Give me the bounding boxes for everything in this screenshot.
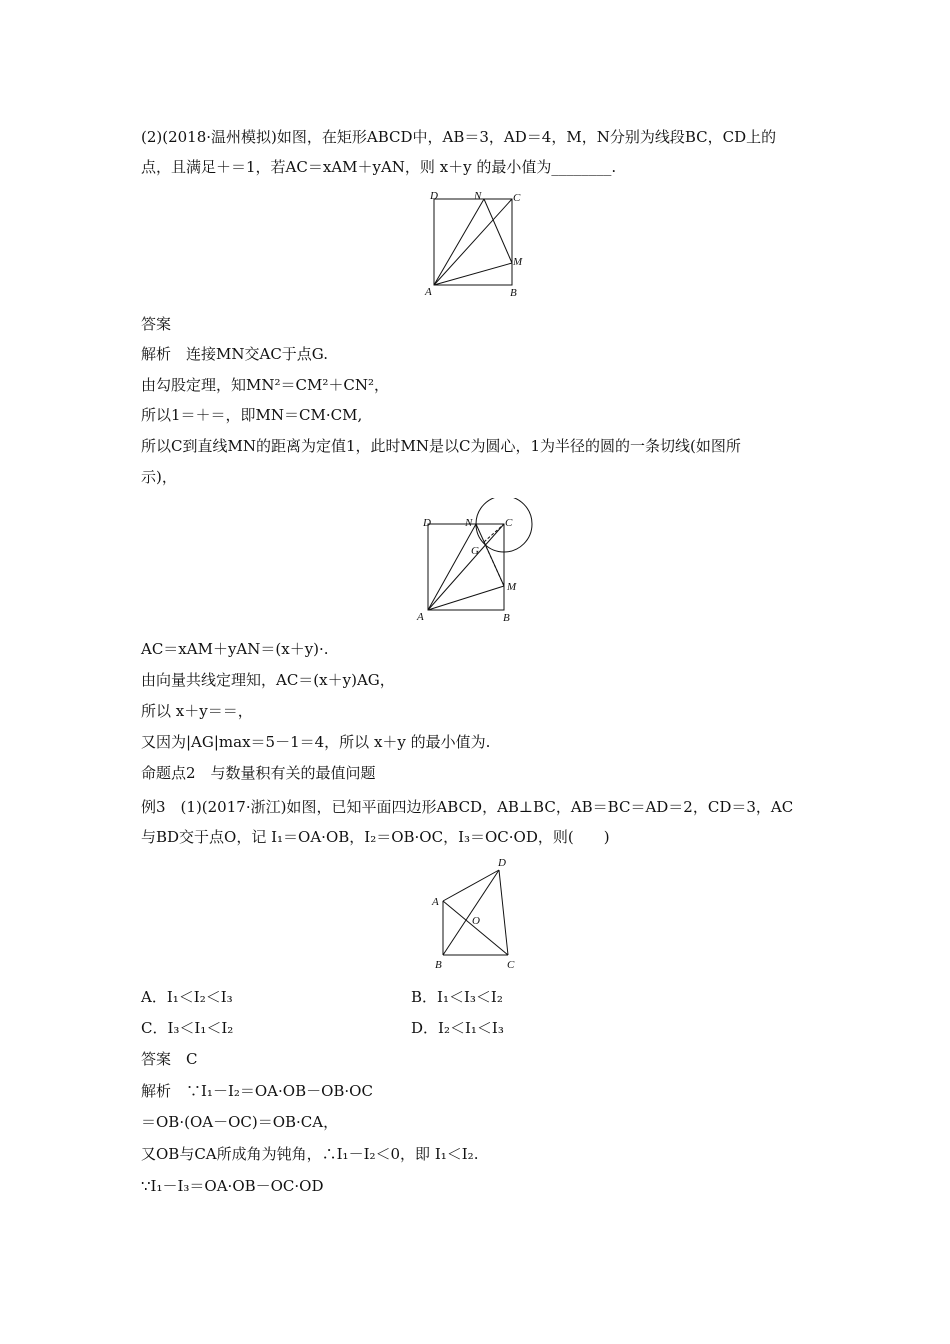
label-b: B	[435, 959, 442, 971]
option-a: A．I₁＜I₂＜I₃	[141, 988, 233, 1006]
label-g: G	[471, 545, 479, 557]
label-a: A	[432, 896, 439, 908]
label-b: B	[503, 612, 510, 624]
label-n: N	[474, 190, 482, 202]
text-line: ∵I₁－I₃＝OA·OB－OC·OD	[141, 1177, 324, 1195]
label-n: N	[465, 517, 473, 529]
label-m: M	[513, 256, 523, 268]
label-c: C	[513, 192, 521, 204]
text-line: (2)(2018·温州模拟)如图，在矩形ABCD中，AB＝3，AD＝4，M，N分别为线段BC，CD上的	[141, 128, 777, 146]
text-line: 由向量共线定理知，AC＝(x＋y)AG，	[141, 671, 395, 689]
text-line: 解析 连接MN交AC于点G.	[141, 345, 329, 363]
text-line: 由勾股定理，知MN²＝CM²＋CN²，	[141, 376, 389, 394]
label-d: D	[498, 857, 506, 869]
figure-tangent-circle	[412, 498, 537, 626]
text-line: AC＝xAM＋yAN＝(x＋y)·.	[141, 640, 329, 658]
label-d: D	[423, 517, 431, 529]
text-line: 答案	[141, 315, 172, 333]
label-a: A	[417, 611, 424, 623]
figure-rectangle-abcd	[418, 187, 533, 301]
label-c: C	[507, 959, 515, 971]
text-line: 所以 x＋y＝＝，	[141, 702, 253, 720]
label-m: M	[507, 581, 517, 593]
option-c: C．I₃＜I₁＜I₂	[141, 1019, 234, 1037]
label-d: D	[430, 190, 438, 202]
text-line: 又OB与CA所成角为钝角，∴I₁－I₂＜0，即 I₁＜I₂.	[141, 1145, 479, 1163]
text-line: 所以1＝＋＝，即MN＝CM·CM,	[141, 406, 363, 424]
text-line: 解析 ∵I₁－I₂＝OA·OB－OB·OC	[141, 1082, 373, 1100]
text-line: 答案 C	[141, 1050, 198, 1068]
option-d: D．I₂＜I₁＜I₃	[411, 1019, 504, 1037]
section-heading: 命题点2 与数量积有关的最值问题	[141, 764, 376, 782]
figure-quadrilateral	[422, 853, 527, 975]
label-c: C	[505, 517, 513, 529]
label-b: B	[510, 287, 517, 299]
option-b: B．I₁＜I₃＜I₂	[411, 988, 503, 1006]
text-line: 例3 (1)(2017·浙江)如图，已知平面四边形ABCD，AB⊥BC，AB＝BC＝AD＝2，CD＝3，AC	[141, 798, 794, 816]
label-o: O	[472, 915, 480, 927]
text-line: 示)，	[141, 468, 177, 486]
text-line: ＝OB·(OA－OC)＝OB·CA，	[141, 1113, 339, 1131]
text-line: 与BD交于点O，记 I₁＝OA·OB，I₂＝OB·OC，I₃＝OC·OD，则( )	[141, 828, 610, 846]
label-a: A	[425, 286, 432, 298]
text-line: 所以C到直线MN的距离为定值1，此时MN是以C为圆心，1为半径的圆的一条切线(如图所	[141, 437, 741, 455]
text-line: 又因为|AG|max＝5－1＝4，所以 x＋y 的最小值为.	[141, 733, 491, 751]
text-line: 点，且满足＋＝1，若AC＝xAM＋yAN，则 x＋y 的最小值为________.	[141, 158, 617, 176]
